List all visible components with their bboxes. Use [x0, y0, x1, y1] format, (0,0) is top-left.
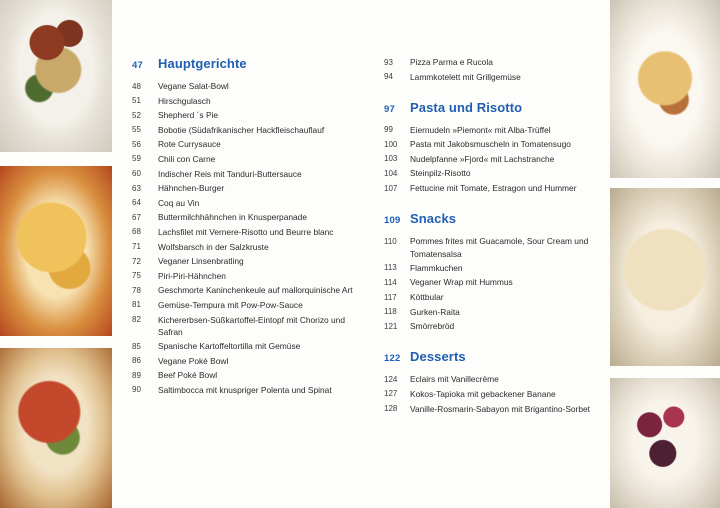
section-title: Hauptgerichte — [158, 56, 247, 71]
entry-page: 113 — [384, 263, 397, 273]
section-heading-snacks — [384, 211, 616, 226]
entry-page: 48 — [132, 81, 141, 91]
entry-page: 94 — [384, 72, 393, 82]
entry-page: 121 — [384, 321, 398, 331]
toc-entry[interactable] — [384, 291, 616, 304]
left-photo-column — [0, 0, 112, 508]
entry-label: Lammkotelett mit Grillgemüse — [410, 71, 521, 82]
entry-page: 99 — [384, 125, 393, 135]
entry-label: Spanische Kartoffeltortilla mit Gemüse — [158, 341, 301, 352]
section-page-number: 97 — [384, 103, 395, 115]
entry-page: 110 — [384, 236, 397, 246]
entry-page: 68 — [132, 227, 141, 237]
entry-label: Lachsfilet mit Vernere-Risotto und Beurre blanc — [158, 226, 334, 237]
entry-page: 117 — [384, 292, 397, 302]
entry-page: 103 — [384, 154, 398, 164]
entry-label: Eiernudeln »Piemont« mit Alba-Trüffel — [410, 124, 551, 135]
toc-entry[interactable] — [384, 153, 616, 166]
toc-entry[interactable] — [132, 109, 364, 122]
entry-label: Pasta mit Jakobsmuscheln in Tomatensugo — [410, 139, 571, 150]
section-heading-desserts — [384, 349, 616, 364]
section-page-number: 109 — [384, 215, 401, 227]
toc-entry[interactable] — [132, 384, 364, 397]
entry-label: Geschmorte Kaninchenkeule auf mallorquinische Art — [158, 285, 353, 296]
section-title: Pasta und Risotto — [410, 99, 523, 115]
entry-label: Vanille-Rosmarin-Sabayon mit Brigantino-Sorbet — [410, 403, 590, 414]
entry-page: 72 — [132, 256, 141, 266]
toc-entry[interactable] — [132, 182, 364, 195]
entry-page: 100 — [384, 139, 398, 149]
entry-label: Bobotie (Südafrikanischer Hackfleischauflauf — [158, 124, 325, 135]
entry-page: 67 — [132, 212, 141, 222]
toc-entry[interactable] — [384, 320, 616, 333]
entry-label: Gurken-Raita — [410, 306, 460, 317]
entry-page: 60 — [132, 169, 141, 179]
entry-page: 93 — [384, 57, 393, 67]
entry-page: 75 — [132, 271, 141, 281]
entry-label: Wolfsbarsch in der Salzkruste — [158, 241, 269, 252]
toc-entry[interactable] — [132, 80, 364, 93]
toc-entry[interactable] — [384, 306, 616, 319]
entry-label: Pommes frites mit Guacamole, Sour Cream und Tomatensalsa — [410, 236, 589, 259]
entry-label: Shepherd ´s Pie — [158, 110, 219, 121]
entry-page: 124 — [384, 374, 398, 384]
toc-entry[interactable] — [132, 255, 364, 268]
toc-entry[interactable] — [132, 270, 364, 283]
entry-page: 82 — [132, 315, 141, 324]
toc-entry[interactable] — [384, 235, 616, 260]
entry-label: Flammkuchen — [410, 262, 463, 273]
toc-entry[interactable] — [132, 153, 364, 166]
entry-label: Gemüse-Tempura mit Pow-Pow-Sauce — [158, 299, 303, 310]
toc-entry[interactable] — [132, 314, 364, 339]
photo-pasta-plate — [610, 0, 720, 178]
section-page-number: 47 — [132, 60, 143, 71]
toc-entry[interactable] — [132, 241, 364, 254]
entry-label: Rote Currysauce — [158, 139, 221, 150]
entry-label: Indischer Reis mit Tanduri-Buttersauce — [158, 168, 302, 179]
toc-entry[interactable] — [132, 211, 364, 224]
toc-entry[interactable] — [384, 373, 616, 386]
entry-page: 127 — [384, 389, 398, 399]
toc-entry[interactable] — [132, 369, 364, 382]
toc-entry[interactable] — [132, 138, 364, 151]
toc-content — [112, 0, 610, 508]
toc-entry[interactable] — [132, 299, 364, 312]
toc-entry[interactable] — [132, 168, 364, 181]
entry-page: 128 — [384, 404, 398, 413]
entry-label: Veganer Wrap mit Hummus — [410, 277, 513, 288]
entry-label: Coq au Vin — [158, 197, 200, 208]
toc-entry[interactable] — [384, 56, 616, 69]
section-title: Snacks — [410, 211, 457, 227]
toc-entry[interactable] — [384, 124, 616, 137]
entry-page: 81 — [132, 300, 141, 310]
entry-page: 55 — [132, 125, 141, 135]
toc-column-2 — [384, 56, 616, 417]
entry-label: Nudelpfanne »Fjord« mit Lachstranche — [410, 153, 555, 164]
toc-entry[interactable] — [132, 226, 364, 239]
right-photo-column — [610, 0, 720, 508]
toc-entry[interactable] — [132, 197, 364, 210]
entry-page: 85 — [132, 341, 141, 351]
entry-label: Hirschgulasch — [158, 95, 211, 106]
entry-label: Steinpilz-Risotto — [410, 168, 471, 179]
photo-pizza — [0, 348, 112, 508]
photo-berry-dessert — [610, 378, 720, 508]
entry-label: Fettucine mit Tomate, Estragon und Hummer — [410, 183, 577, 194]
section-page-number: 122 — [384, 353, 401, 365]
entry-label: Piri-Piri-Hähnchen — [158, 270, 226, 281]
entry-page: 90 — [132, 385, 141, 395]
entry-page: 114 — [384, 277, 397, 287]
section-heading-hauptgerichte — [132, 56, 364, 71]
entry-page: 59 — [132, 154, 141, 164]
photo-risotto-bowl — [0, 166, 112, 336]
entry-page: 71 — [132, 242, 141, 252]
entry-page: 118 — [384, 307, 397, 317]
entry-label: Smörrebröd — [410, 321, 455, 332]
entry-page: 89 — [132, 370, 141, 380]
entry-page: 104 — [384, 168, 398, 178]
toc-entry[interactable] — [132, 355, 364, 368]
section-heading-pasta-und-risotto — [384, 100, 616, 115]
entry-page: 52 — [132, 110, 141, 120]
toc-entry[interactable] — [384, 182, 616, 195]
photo-soup-bowl — [610, 188, 720, 366]
entry-label: Buttermilchhähnchen in Knusperpanade — [158, 212, 307, 223]
entry-label: Vegane Salat-Bowl — [158, 81, 229, 91]
entry-label: Chili con Carne — [158, 153, 216, 164]
entry-page: 63 — [132, 183, 141, 193]
toc-entry[interactable] — [384, 388, 616, 401]
entry-label: Veganer Linsenbratling — [158, 256, 244, 267]
toc-entry[interactable] — [384, 71, 616, 84]
entry-label: Köttbular — [410, 292, 444, 303]
toc-entry[interactable] — [384, 138, 616, 151]
entry-label: Eclairs mit Vanillecrème — [410, 374, 499, 385]
entry-label: Vegane Poké Bowl — [158, 355, 229, 366]
entry-page: 56 — [132, 139, 141, 149]
entry-label: Kichererbsen-Süßkartoffel-Eintopf mit Chorizo und Safran — [158, 314, 345, 338]
entry-page: 107 — [384, 183, 398, 193]
toc-entry[interactable] — [384, 167, 616, 180]
entry-label: Hähnchen-Burger — [158, 183, 225, 194]
entry-page: 86 — [132, 356, 141, 366]
entry-label: Saltimbocca mit knuspriger Polenta und Spinat — [158, 384, 332, 395]
toc-column-1 — [132, 56, 364, 399]
toc-entry[interactable] — [384, 276, 616, 289]
toc-entry[interactable] — [132, 95, 364, 108]
entry-page: 51 — [132, 96, 141, 106]
photo-sausage-plate — [0, 0, 112, 152]
toc-entry[interactable] — [132, 284, 364, 297]
section-title: Desserts — [410, 349, 466, 365]
toc-entry[interactable] — [384, 403, 616, 416]
entry-label: Pizza Parma e Rucola — [410, 57, 493, 67]
toc-entry[interactable] — [384, 262, 616, 275]
entry-page: 64 — [132, 198, 141, 208]
toc-entry[interactable] — [132, 340, 364, 353]
entry-label: Beef Poké Bowl — [158, 370, 218, 381]
entry-page: 78 — [132, 285, 141, 295]
entry-label: Kokos-Tapioka mit gebackener Banane — [410, 388, 556, 399]
toc-entry[interactable] — [132, 124, 364, 137]
